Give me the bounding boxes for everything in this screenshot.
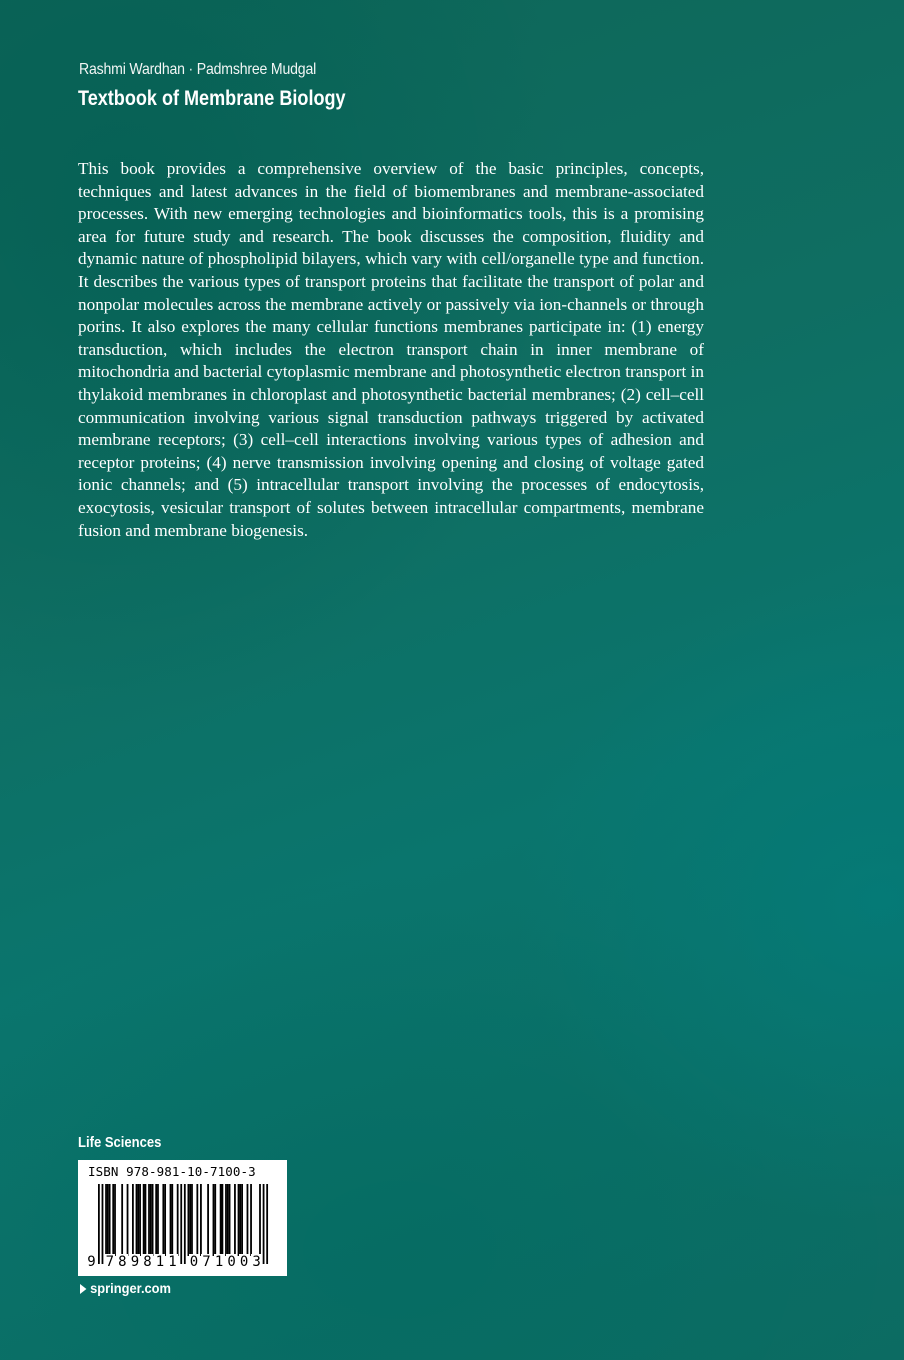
barcode-bar [145,1184,147,1256]
barcode-digit: 1 [214,1254,224,1270]
barcode-bar [164,1184,166,1256]
barcode-bar [227,1184,229,1256]
barcode-bar [247,1184,249,1256]
barcode-bar [136,1184,138,1256]
barcode-bar [170,1184,172,1256]
barcode-digits [78,1254,287,1272]
barcode-bar [105,1184,107,1256]
barcode-bar [150,1184,152,1256]
authors: Rashmi Wardhan · Padmshree Mudgal [79,61,317,78]
barcode-bar [157,1184,159,1256]
barcode-bar [112,1184,114,1256]
barcode-bar [143,1184,145,1256]
barcode-digit: 0 [227,1254,236,1270]
isbn-barcode [78,1160,287,1276]
barcode-digit: 8 [143,1254,152,1270]
website-label: springer.com [90,1280,172,1296]
barcode-bar [220,1184,222,1256]
barcode-bar [188,1184,190,1256]
barcode-bar [250,1184,252,1256]
barcode-bar [225,1184,227,1256]
barcode-bar [263,1184,265,1264]
barcode-bar [184,1184,186,1264]
barcode-digit: 3 [252,1254,261,1270]
barcode-bar [162,1184,164,1256]
barcode-bar [171,1184,173,1256]
barcode-bar [229,1184,231,1256]
barcode-digit: 8 [118,1254,127,1270]
barcode-bar [239,1184,241,1256]
barcode-bar [266,1184,268,1264]
barcode-digit: 7 [202,1254,211,1270]
barcode-bar [191,1184,193,1256]
book-description: This book provides a comprehensive overview of the basic principles, concepts, techniques and latest advances in the field of biomembranes and membrane-associated processes. With new emerging technologies and bioinformatics tools, this is a promising area for future study and research. The book discusses the composition, fluidity and dynamic nature of phospholipid bilayers, which vary with cell/organelle type and function. It describes the various types of transport proteins that facilitate the transport of polar and nonpolar molecules across the membrane actively or passively via ion-channels or through porins. It also explores the many cellular functions membranes participate in: (1) energy transduction, which includes the electron transport chain in inner membrane of mitochondria and bacterial cytoplasmic membrane and photosynthetic electron transport in thylakoid membranes in chloroplast and photosynthetic bacterial membranes; (2) cell–cell communication involving various signal transduction pathways triggered by activated membrane receptors; (3) cell–cell interactions involving various types of adhesion and receptor proteins; (4) nerve transmission involving opening and closing of voltage gated ionic channels; and (5) intracellular transport involving the processes of endocytosis, exocytosis, vesicular transport of solutes between intracellular compartments, membrane fusion and membrane biogenesis. [78,159,704,540]
barcode-bar [238,1184,240,1256]
barcode-bar [98,1184,100,1264]
barcode-bar [127,1184,129,1256]
arrow-right-icon [80,1284,86,1294]
barcode-bar [107,1184,109,1256]
barcode-digit: 9 [130,1254,140,1270]
barcode-digit: 7 [105,1254,115,1270]
book-title: Textbook of Membrane Biology [78,87,346,110]
barcode-digit: 0 [239,1254,249,1270]
barcode-bar [189,1184,191,1256]
barcode-bar [155,1184,157,1256]
subject-category: Life Sciences [78,1135,162,1151]
barcode-bar [214,1184,216,1256]
barcode-bar [121,1184,123,1256]
publisher-website[interactable] [80,1280,171,1296]
barcode-digit: 1 [168,1254,177,1270]
barcode-bar [259,1184,261,1256]
barcode-bar [180,1184,182,1264]
barcode-bar [114,1184,116,1256]
barcode-bar [137,1184,139,1256]
barcode-digit: 0 [189,1254,199,1270]
barcode-bar [200,1184,202,1256]
barcode-bar [139,1184,141,1256]
barcode-bar [102,1184,104,1264]
barcode-bar [241,1184,243,1256]
barcode-digit: 9 [87,1254,96,1270]
barcode-bar [132,1184,134,1256]
isbn-label: ISBN 978-981-10-7100-3 [88,1164,256,1179]
barcode-bar [177,1184,179,1256]
barcode-bar [207,1184,209,1256]
barcode-bar [148,1184,150,1256]
barcode-bar [222,1184,224,1256]
barcode-bar [109,1184,111,1256]
barcode-digit: 1 [155,1254,165,1270]
barcode-bar [213,1184,215,1256]
barcode-bar [152,1184,154,1256]
barcode-bar [196,1184,198,1256]
barcode-bar [234,1184,236,1256]
